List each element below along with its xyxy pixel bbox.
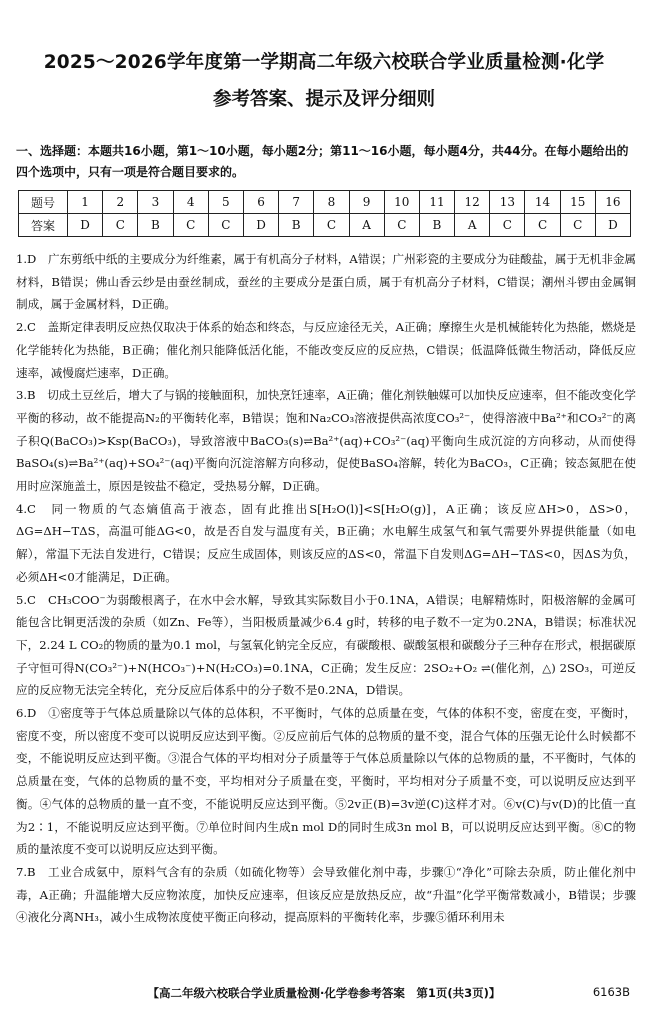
answer-cell: D xyxy=(68,214,103,237)
answer-cell: B xyxy=(419,214,454,237)
question-number-cell: 4 xyxy=(173,191,208,214)
answer-cell: C xyxy=(525,214,560,237)
explanation-7: 7.B 工业合成氨中，原料气含有的杂质（如硫化物等）会导致催化剂中毒，步骤①“净化”可除去杂质，防止催化剂中毒，A正确；升温能增大反应物浓度，加快反应速率，但该反应是放热反应，故“升温”化学平衡常数减小，B错误；步骤④液化分离NH₃，减小生成物浓度使平衡正向移动，提高原料的平衡转化率，步骤⑤循环利用未 xyxy=(16,864,636,925)
explanation-4: 4.C 同一物质的气态熵值高于液态，固有此推出S[H₂O(l)]<S[H₂O(g)]，A正确；该反应ΔH>0，ΔS>0，ΔG=ΔH−TΔS，高温可能ΔG<0，故是否自发与温度有关，B正确；水电解生成氢气和氧气需要外界提供能量（如电解），常温下无法自发进行，C错误；反应生成固体，则该反应的ΔS<0，常温下自发则ΔG=ΔH−TΔS<0，因ΔS为负，必须ΔH<0才能满足，D正确。 xyxy=(16,501,636,584)
question-number-cell: 11 xyxy=(419,191,454,214)
document-title: 2025～2026学年度第一学期高二年级六校联合学业质量检测·化学 xyxy=(43,52,605,73)
answer-cell: D xyxy=(243,214,278,237)
answer-cell: A xyxy=(455,214,490,237)
answer-cell: A xyxy=(349,214,384,237)
answer-cell: C xyxy=(490,214,525,237)
question-number-cell: 10 xyxy=(384,191,419,214)
question-number-cell: 6 xyxy=(243,191,278,214)
explanation-6: 6.D ①密度等于气体总质量除以气体的总体积，不平衡时，气体的总质量在变，气体的体积不变，密度在变，平衡时，密度不变，所以密度不变可以说明反应达到平衡。②反应前后气体的总物质的量不变，混合气体的压强无论什么时候都不变，不能说明反应达到平衡。③混合气体的平均相对分子质量等于气体总质量除以气体的总物质的量，不平衡时，气体的总质量在变，气体的总物质的量不变，平均相对分子质量在变，平衡时，平均相对分子质量不变，可以说明反应达到平衡。④气体的总物质的量一直不变，不能说明反应达到平衡。⑤2v正(B)=3v逆(C)这样才对。⑥v(C)与v(D)的比值一直为2∶1，不能说明反应达到平衡。⑦单位时间内生成n mol D的同时生成3n mol B，可以说明反应达到平衡。⑧C的物质的量浓度不变可以说明反应达到平衡。 xyxy=(16,706,636,857)
question-number-cell: 12 xyxy=(455,191,490,214)
explanation-5: 5.C CH₃COO⁻为弱酸根离子，在水中会水解，导致其实际数目小于0.1NA，A错误；电解精炼时，阳极溶解的金属可能包含比铜更活泼的杂质（如Zn、Fe等），当阳极质量减少6.4 g时，转移的电子数不一定为0.2NA，B错误；标准状况下，2.24 L CO₂的物质的量为0.1 mol，与氢氧化钠完全反应，有碳酸根、碳酸氢根和碳酸分子三种存在形式，根据碳原子守恒可得N(CO₃²⁻)+N(HCO₃⁻)+N(H₂CO₃)=0.1NA，C正确；发生反应：2SO₂+O₂ ⇌(催化剂，△) 2SO₃，可逆反应的反应物无法完全转化，充分反应后体系中的分子数不是0.2NA，D错误。 xyxy=(16,592,636,698)
row-label-answer: 答案 xyxy=(19,214,68,237)
answer-cell: C xyxy=(208,214,243,237)
question-number-cell: 7 xyxy=(279,191,314,214)
footer-code: 6163B xyxy=(592,985,630,999)
answer-cell: C xyxy=(314,214,349,237)
question-number-cell: 2 xyxy=(103,191,138,214)
answer-table-number-row xyxy=(19,191,631,214)
answer-cell: C xyxy=(560,214,595,237)
explanation-1: 1.D 广东剪纸中纸的主要成分为纤维素，属于有机高分子材料，A错误；广州彩瓷的主要成分为硅酸盐，属于无机非金属材料，B错误；佛山香云纱是由蚕丝制成，蚕丝的主要成分是蛋白质，属于有机高分子材料，C错误；潮州斗锣由金属铜制成，属于金属材料，D正确。 xyxy=(16,252,637,312)
explanations xyxy=(16,248,636,929)
question-number-cell: 14 xyxy=(525,191,560,214)
question-number-cell: 5 xyxy=(208,191,243,214)
explanation-2: 2.C 盖斯定律表明反应热仅取决于体系的始态和终态，与反应途径无关，A正确；摩擦生火是机械能转化为热能，燃烧是化学能转化为热能，B正确；催化剂只能降低活化能，不能改变反应的反应热，C错误；低温降低微生物活动，降低反应速率，减慢腐烂速率，D正确。 xyxy=(16,320,636,380)
question-number-cell: 9 xyxy=(349,191,384,214)
answer-cell: C xyxy=(384,214,419,237)
question-number-cell: 16 xyxy=(595,191,630,214)
document-subtitle: 参考答案、提示及评分细则 xyxy=(212,89,435,110)
answer-cell: C xyxy=(103,214,138,237)
question-number-cell: 15 xyxy=(560,191,595,214)
question-number-cell: 3 xyxy=(138,191,173,214)
answer-table xyxy=(18,190,631,237)
answer-cell: B xyxy=(279,214,314,237)
question-number-cell: 8 xyxy=(314,191,349,214)
answer-cell: C xyxy=(173,214,208,237)
question-number-cell: 13 xyxy=(490,191,525,214)
footer-caption: 【高二年级六校联合学业质量检测·化学卷参考答案 第1页(共3页)】 xyxy=(147,986,501,1000)
answer-cell: B xyxy=(138,214,173,237)
answer-cell: D xyxy=(595,214,630,237)
answer-table-answer-row xyxy=(19,214,631,237)
section-intro: 一、选择题：本题共16小题，第1～10小题，每小题2分；第11～16小题，每小题4分，共44分。在每小题给出的四个选项中，只有一项是符合题目要求的。 xyxy=(16,144,629,179)
row-label-number: 题号 xyxy=(19,191,68,214)
explanation-3: 3.B 切成土豆丝后，增大了与锅的接触面积，加快烹饪速率，A正确；催化剂铁触媒可以加快反应速率，但不能改变化学平衡的移动，故不能提高N₂的平衡转化率，B错误；饱和Na₂CO₃溶液提供高浓度CO₃²⁻，使得溶液中Ba²⁺和CO₃²⁻的离子积Q(BaCO₃)>Ksp(BaCO₃)，导致溶液中BaCO₃(s)⇌Ba²⁺(aq)+CO₃²⁻(aq)平衡向生成沉淀的方向移动，从而使得BaSO₄(s)⇌Ba²⁺(aq)+SO₄²⁻(aq)平衡向沉淀溶解方向移动，促使BaSO₄溶解，转化为BaCO₃，C正确；铵态氮肥在使用时应深施盖土，原因是铵盐不稳定，受热易分解，D正确。 xyxy=(16,388,636,494)
question-number-cell: 1 xyxy=(68,191,103,214)
